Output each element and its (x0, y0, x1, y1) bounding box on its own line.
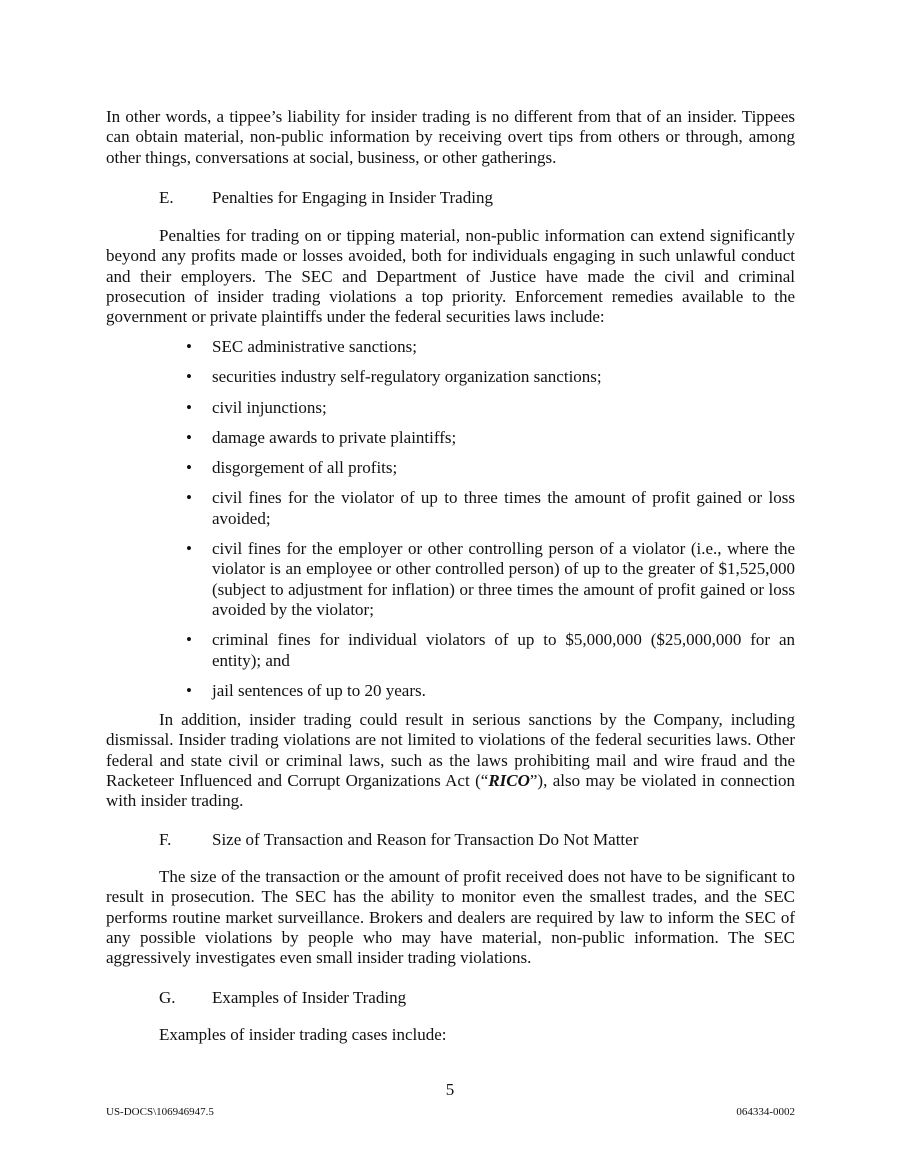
list-item (186, 539, 795, 620)
bullet-icon: • (186, 630, 192, 650)
matter-number: 064334-0002 (736, 1106, 795, 1118)
bullet-icon: • (186, 367, 192, 387)
section-g-letter: G. (159, 988, 176, 1007)
list-item-text: civil injunctions; (212, 397, 327, 417)
section-f-title: Size of Transaction and Reason for Transaction Do Not Matter (212, 830, 639, 849)
section-e-heading (159, 188, 493, 208)
section-f-letter: F. (159, 830, 172, 849)
list-item (186, 630, 795, 671)
section-f-heading (159, 830, 638, 850)
list-item-text: disgorgement of all profits; (212, 458, 398, 478)
bullet-icon: • (186, 337, 192, 356)
bullet-icon: • (186, 458, 192, 478)
list-item (186, 367, 795, 387)
list-item-text: damage awards to private plaintiffs; (212, 427, 457, 447)
section-e-letter: E. (159, 188, 174, 207)
section-e-title: Penalties for Engaging in Insider Trading (212, 188, 493, 207)
addition-text-end: ”), also may be violated in connection with insider trading. (106, 770, 795, 811)
list-item (186, 681, 795, 701)
list-item-text: securities industry self-regulatory organization sanctions; (212, 367, 602, 387)
bullet-icon: • (186, 680, 192, 700)
page-number: 5 (445, 1080, 455, 1099)
list-item-text: civil fines for the violator of up to three times the amount of profit gained or loss avoided; (212, 488, 795, 528)
list-item-text: SEC administrative sanctions; (212, 337, 417, 356)
list-item-text: jail sentences of up to 20 years. (212, 680, 426, 700)
list-item-text: criminal fines for individual violators of up to $5,000,000 ($25,000,000 for an entity); and (212, 630, 795, 670)
list-item (186, 428, 795, 448)
addition-paragraph (106, 710, 795, 811)
remedies-list (186, 337, 795, 711)
penalties-paragraph: Penalties for trading on or tipping material, non-public information can extend significantly beyond any profits made or losses avoided, both for individuals engaging in such unlawful conduct and their employers. The SEC and Department of Justice have made the civil and criminal prosecution of insider trading violations a top priority. Enforcement remedies available to the government or private plaintiffs under the federal securities laws include: (106, 226, 795, 327)
document-id: US-DOCS\106946947.5 (106, 1106, 214, 1118)
list-item (186, 337, 795, 357)
list-item-text: civil fines for the employer or other controlling person of a violator (i.e., where the violator is an employee or other controlled person) of up to the greater of $1,525,000 (subject to adjustment for inflation) or three times the amount of profit gained or loss avoided by the violator; (212, 539, 795, 619)
list-item (186, 458, 795, 478)
bullet-icon: • (186, 539, 192, 559)
list-item (186, 398, 795, 418)
size-paragraph: The size of the transaction or the amount of profit received does not have to be significant to result in prosecution. The SEC has the ability to monitor even the smallest trades, and the SEC performs routine market surveillance. Brokers and dealers are required by law to inform the SEC of any possible violations by people who may have material, non-public information. The SEC aggressively investigates even small insider trading violations. (106, 867, 795, 968)
list-item (186, 488, 795, 529)
bullet-icon: • (186, 427, 192, 447)
bullet-icon: • (186, 488, 192, 508)
bullet-icon: • (186, 397, 192, 417)
addition-text-start: In addition, insider trading could result in serious sanctions by the Company, including dismissal. Insider trading violations are not limited to violations of the federal securities laws. Other federal and state civil or criminal laws, such as the laws prohibiting mail and wire fraud and the Racketeer Influenced and Corrupt Organizations Act (“ (106, 710, 795, 790)
section-g-heading (159, 988, 406, 1008)
intro-paragraph: In other words, a tippee’s liability for insider trading is no different from that of an insider. Tippees can obtain material, non-public information by receiving overt tips from others or through, among other things, conversations at social, business, or other gatherings. (106, 107, 795, 167)
rico-term: RICO (488, 770, 530, 790)
examples-intro: Examples of insider trading cases include: (159, 1025, 447, 1044)
section-g-title: Examples of Insider Trading (212, 988, 407, 1007)
